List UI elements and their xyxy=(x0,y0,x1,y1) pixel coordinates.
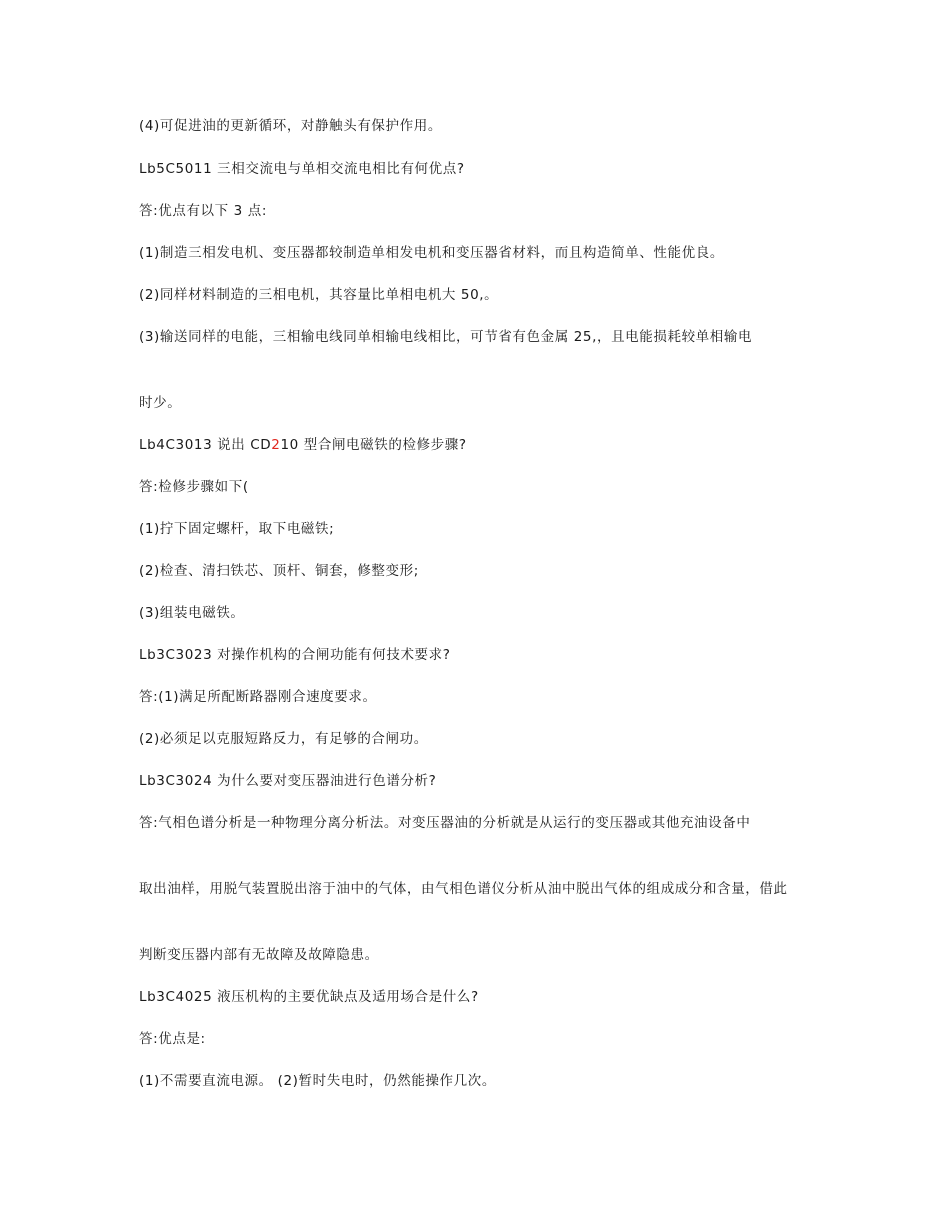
question-text-before: Lb4C3013 说出 CD xyxy=(139,437,272,453)
paragraph-line: (1)拧下固定螺杆，取下电磁铁; xyxy=(139,521,335,537)
question-heading: Lb3C4025 液压机构的主要优缺点及适用场合是什么? xyxy=(139,989,479,1005)
question-text-after: 10 型合闸电磁铁的检修步骤? xyxy=(280,437,467,453)
highlighted-digit: 2 xyxy=(271,437,281,453)
paragraph-line: (3)组装电磁铁。 xyxy=(139,605,245,621)
paragraph-line: (2)必须足以克服短路反力，有足够的合闸功。 xyxy=(139,731,428,747)
answer-line: 答:检修步骤如下( xyxy=(139,479,249,495)
paragraph-line: 取出油样，用脱气装置脱出溶于油中的气体，由气相色谱仪分析从油中脱出气体的组成成分和含量，借此 xyxy=(139,881,788,897)
answer-line: 答:优点是: xyxy=(139,1031,206,1047)
question-heading: Lb5C5011 三相交流电与单相交流电相比有何优点? xyxy=(139,161,465,177)
answer-line: 答:(1)满足所配断路器刚合速度要求。 xyxy=(139,689,377,705)
paragraph-line: (2)同样材料制造的三相电机，其容量比单相电机大 50,。 xyxy=(139,287,499,303)
paragraph-line: 判断变压器内部有无故障及故障隐患。 xyxy=(139,947,379,963)
paragraph-line: (1)不需要直流电源。 (2)暂时失电时，仍然能操作几次。 xyxy=(139,1073,496,1089)
question-heading: Lb3C3024 为什么要对变压器油进行色谱分析? xyxy=(139,773,437,789)
question-heading xyxy=(139,435,814,456)
answer-line: 答:优点有以下 3 点: xyxy=(139,203,267,219)
paragraph-line: (2)检查、清扫铁芯、顶杆、铜套，修整变形; xyxy=(139,563,419,579)
answer-line: 答:气相色谱分析是一种物理分离分析法。对变压器油的分析就是从运行的变压器或其他充油设备中 xyxy=(139,815,751,831)
paragraph-line: (1)制造三相发电机、变压器都较制造单相发电机和变压器省材料，而且构造简单、性能优良。 xyxy=(139,245,724,261)
paragraph-line: 时少。 xyxy=(139,395,182,411)
paragraph-line: (3)输送同样的电能，三相输电线同单相输电线相比，可节省有色金属 25,，且电能损耗较单相输电 xyxy=(139,329,753,345)
paragraph-line: (4)可促进油的更新循环，对静触头有保护作用。 xyxy=(139,118,442,134)
question-heading: Lb3C3023 对操作机构的合闸功能有何技术要求? xyxy=(139,647,451,663)
